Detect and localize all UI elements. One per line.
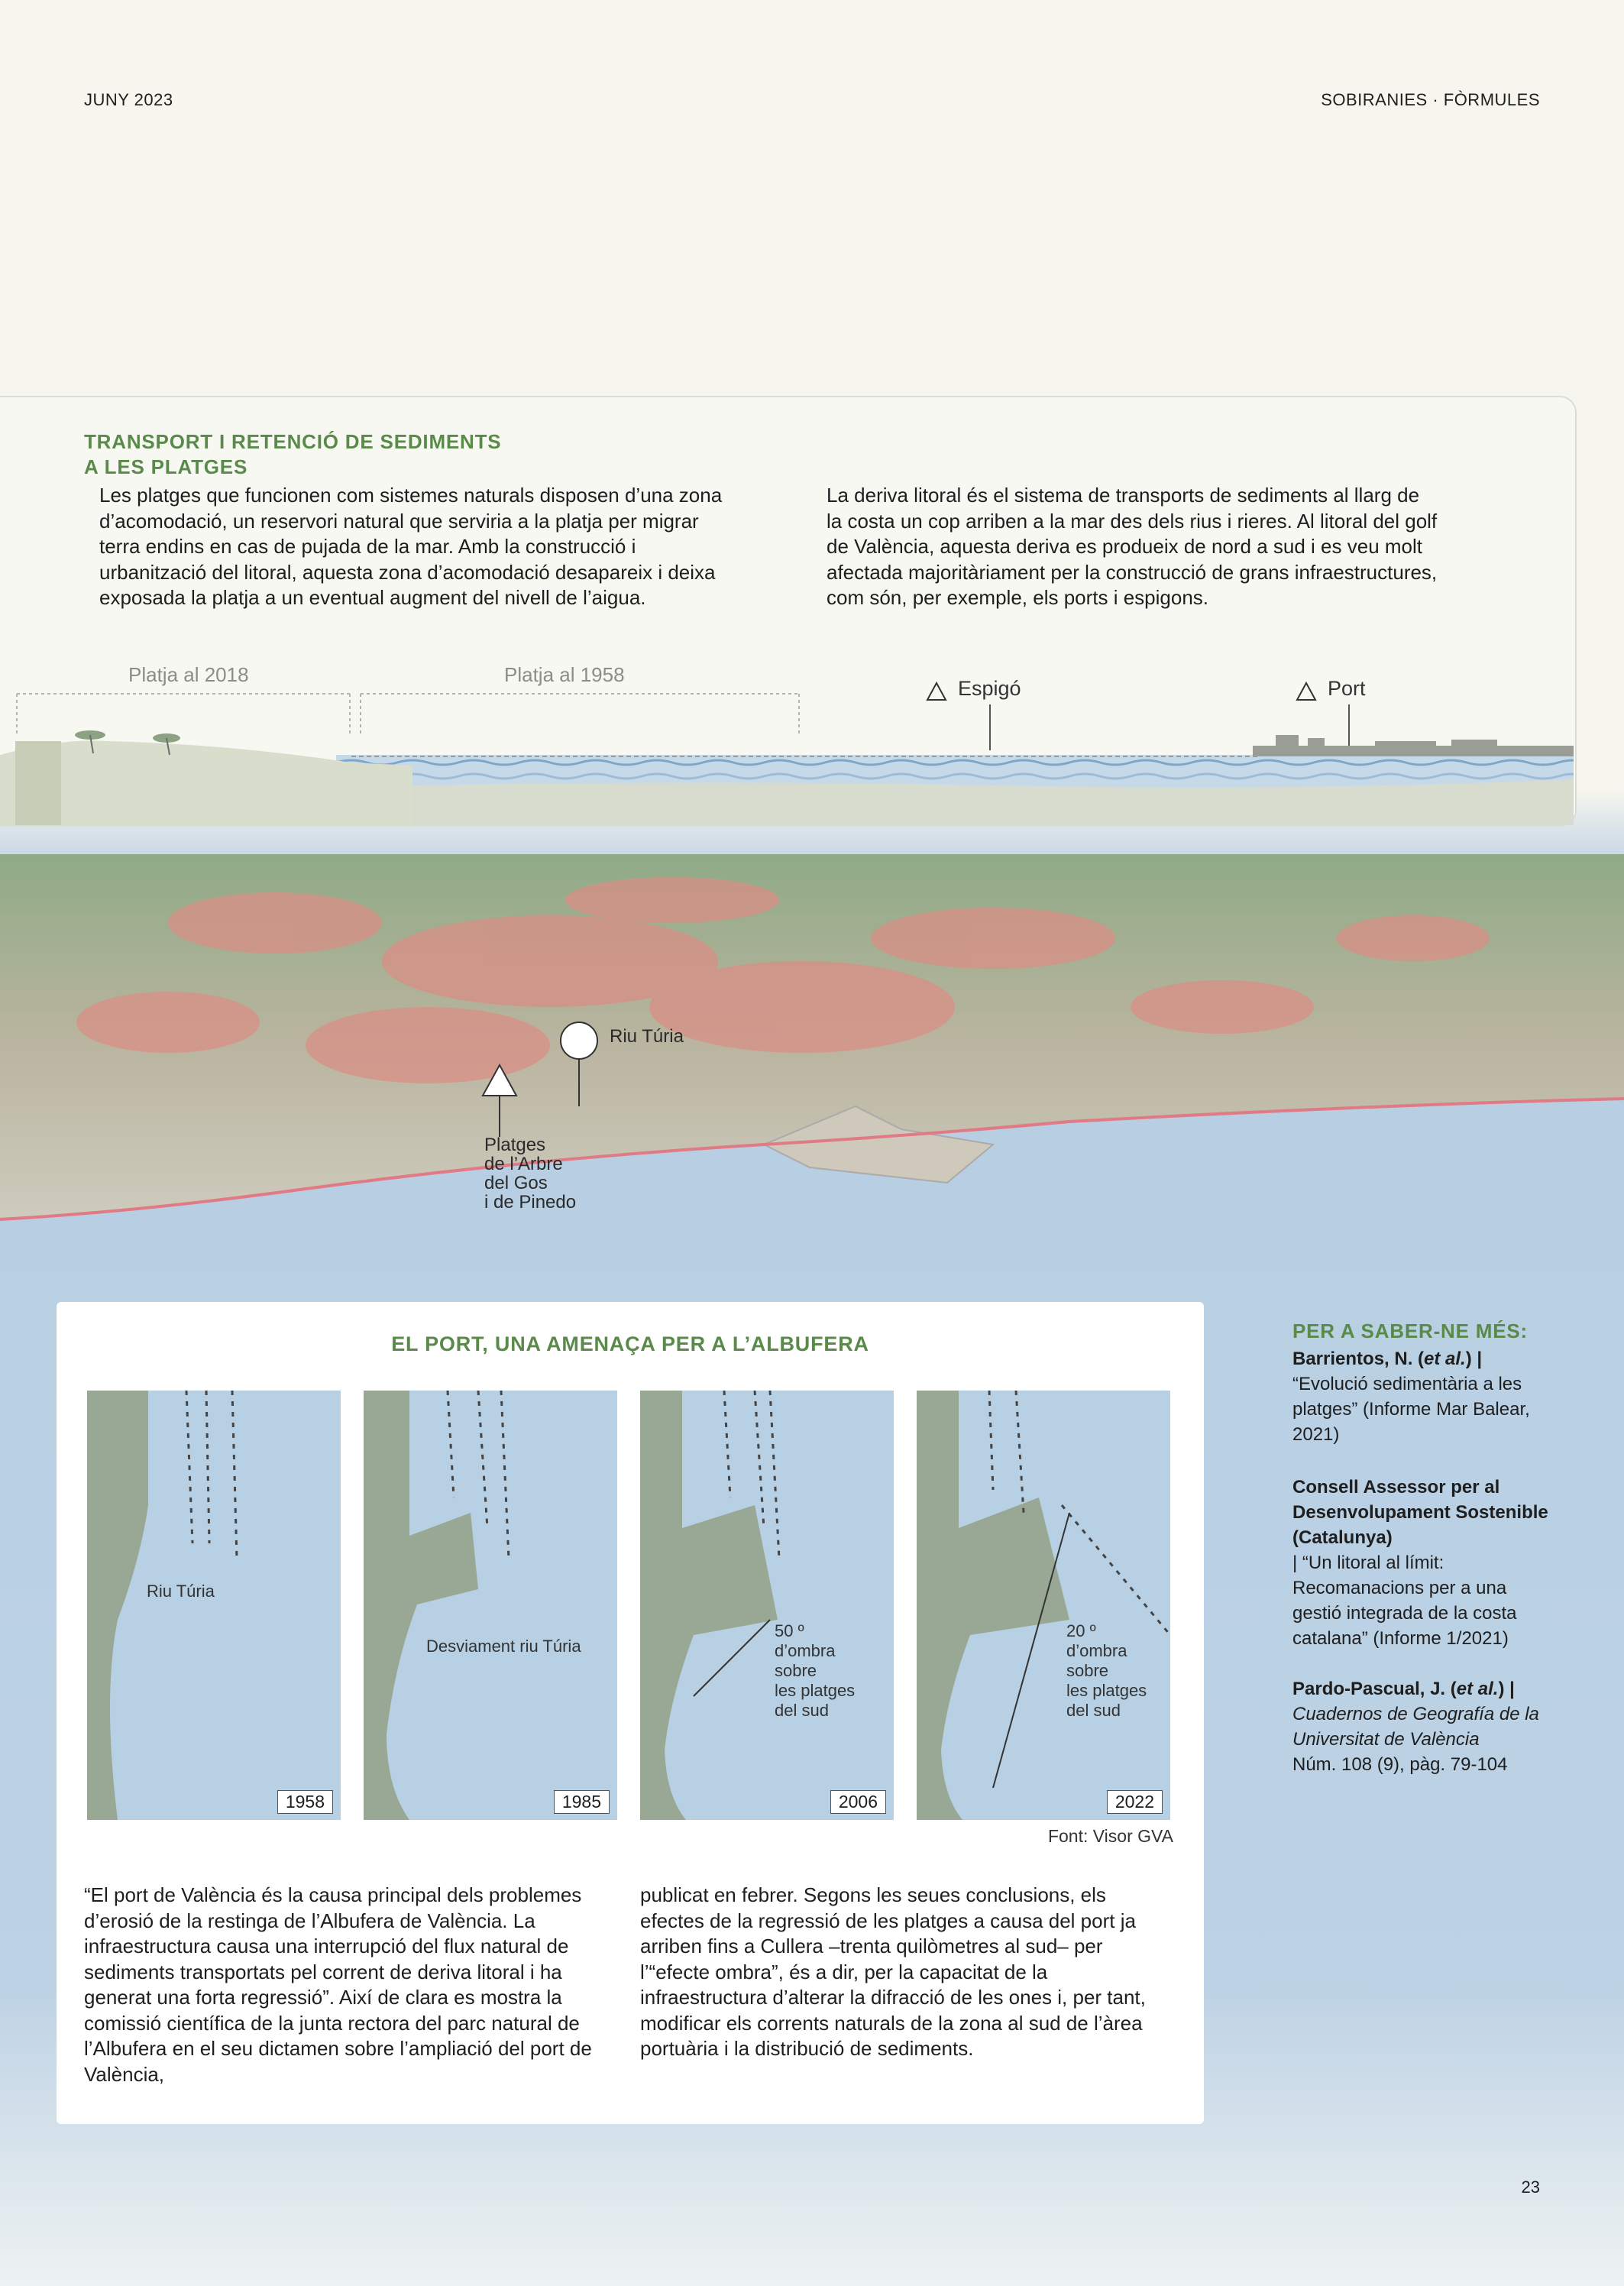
ombra-line: d’ombra	[775, 1641, 836, 1660]
section1-col-b: La deriva litoral és el sistema de transports de sediments al llarg de la costa un cop arriben a la mar des dels rius i rieres. Al litoral del golf de València, aquesta deriva es produeix de nord a sud i es veu molt afectada majoritàriament per la construcció de grans infraestructures, com són, per exemple, els ports i espigons.	[827, 484, 1438, 609]
platges-line-2: de l’Arbre	[484, 1154, 563, 1174]
panel-2022-map	[917, 1391, 1170, 1820]
section1-col-a: Les platges que funcionen com sistemes naturals disposen d’una zona d’acomodació, un reservori natural que serviria a la platja per migrar terra endins en cas de pujada de la mar. Amb la construcció i urbanització del litoral, aquesta zona d’acomodació desapareix i deixa exposada la platja a un eventual augment del nivell de l’aigua.	[99, 484, 723, 609]
reference-3	[1292, 1676, 1552, 1777]
map-panel-1985	[364, 1391, 617, 1820]
map-panel-1958	[87, 1391, 341, 1820]
kicker-line-1: TRANSPORT I RETENCIÓ DE SEDIMENTS	[84, 430, 502, 453]
platges-line-1: Platges	[484, 1135, 546, 1155]
ref3-journal: Cuadernos de Geografía de la Universitat de València	[1292, 1704, 1539, 1750]
year-badge: 1985	[554, 1790, 610, 1814]
platges-line-3: del Gos	[484, 1173, 548, 1193]
section2-title: EL PORT, UNA AMENAÇA PER A L’ALBUFERA	[391, 1332, 869, 1355]
ref3-etal: et al.	[1456, 1679, 1499, 1699]
ombra-line: d’ombra	[1066, 1641, 1127, 1660]
ref3-author: Pardo-Pascual, J. (	[1292, 1679, 1457, 1699]
issue-date: JUNY 2023	[84, 90, 173, 109]
label-desviament: Desviament riu Túria	[426, 1637, 581, 1656]
ombra-2022-label	[1066, 1621, 1147, 1721]
panel-1985-map	[364, 1391, 617, 1820]
label-espigo: Espigó	[958, 677, 1021, 700]
ombra-line: sobre	[1066, 1661, 1109, 1680]
source-credit: Font: Visor GVA	[1047, 1826, 1173, 1846]
ombra-line: del sud	[1066, 1701, 1121, 1720]
quote-col-a: “El port de València és la causa principal dels problemes d’erosió de la restinga de l’Albufera de València. La infraestructura causa una interrupció del flux natural de sediments transportats pel corrent de deriva litoral i ha generat una forta regressió”. Així de clara es mostra la comissió científica de la junta rectora del parc natural de l’Albufera en el seu dictamen sobre l’ampliació del port de València,	[84, 1883, 592, 2086]
panel-1958-map	[87, 1391, 341, 1820]
platges-line-4: i de Pinedo	[484, 1192, 577, 1213]
ombra-line: del sud	[775, 1701, 829, 1720]
ref3-end: ) |	[1498, 1679, 1515, 1699]
ref1-author: Barrientos, N. (	[1292, 1349, 1425, 1369]
ombra-line: les platges	[775, 1681, 856, 1700]
label-platja-1958: Platja al 1958	[504, 663, 625, 686]
year-badge: 1958	[277, 1790, 333, 1814]
ombra-line: les platges	[1066, 1681, 1147, 1700]
label-platja-2018: Platja al 2018	[128, 663, 249, 686]
label-port: Port	[1328, 677, 1366, 700]
year-badge: 2022	[1107, 1790, 1163, 1814]
page-number: 23	[1521, 2178, 1540, 2197]
ref3-text: Núm. 108 (9), pàg. 79-104	[1292, 1754, 1508, 1775]
ombra-2006-label	[775, 1621, 855, 1721]
ref2-author: Consell Assessor per al Desenvolupament Sostenible (Catalunya)	[1292, 1477, 1548, 1548]
section-name: SOBIRANIES · FÒRMULES	[1321, 90, 1540, 109]
ombra-line: 20 º	[1066, 1621, 1096, 1640]
ref2-text: | “Un litoral al límit: Recomanacions per a una gestió integrada de la costa catalana” (Informe 1/2021)	[1292, 1553, 1517, 1649]
reference-2	[1292, 1475, 1552, 1651]
kicker-line-2: A LES PLATGES	[84, 455, 248, 478]
ombra-line: sobre	[775, 1661, 817, 1680]
map-label-riu-turia: Riu Túria	[610, 1026, 684, 1047]
sidebar-title: PER A SABER-NE MÉS:	[1292, 1319, 1528, 1342]
quote-col-b: publicat en febrer. Segons les seues conclusions, els efectes de la regressió de les platges a causa del port ja arriben fins a Cullera –trenta quilòmetres al sud– per l’“efecte ombra”, és a dir, per la capacitat de la infraestructura d’alterar la difracció de les ones i, per tant, modificar els corrents naturals de la zona al sud de l’àrea portuària i la distribució de sediments.	[640, 1883, 1146, 2060]
map-panel-2006	[640, 1391, 894, 1820]
label-riu-turia: Riu Túria	[147, 1582, 215, 1601]
ref1-text: “Evolució sedimentària a les platges” (Informe Mar Balear, 2021)	[1292, 1374, 1530, 1445]
map-panel-2022	[917, 1391, 1170, 1820]
panel-2006-map	[640, 1391, 894, 1820]
year-badge: 2006	[830, 1790, 886, 1814]
aerial-map-valencia	[0, 854, 1624, 1236]
ombra-line: 50 º	[775, 1621, 804, 1640]
reference-1	[1292, 1346, 1552, 1447]
section1-kicker	[84, 429, 501, 480]
ref1-etal: et al.	[1424, 1349, 1466, 1369]
map-label-platges	[484, 1135, 576, 1212]
ref1-end: ) |	[1465, 1349, 1483, 1369]
